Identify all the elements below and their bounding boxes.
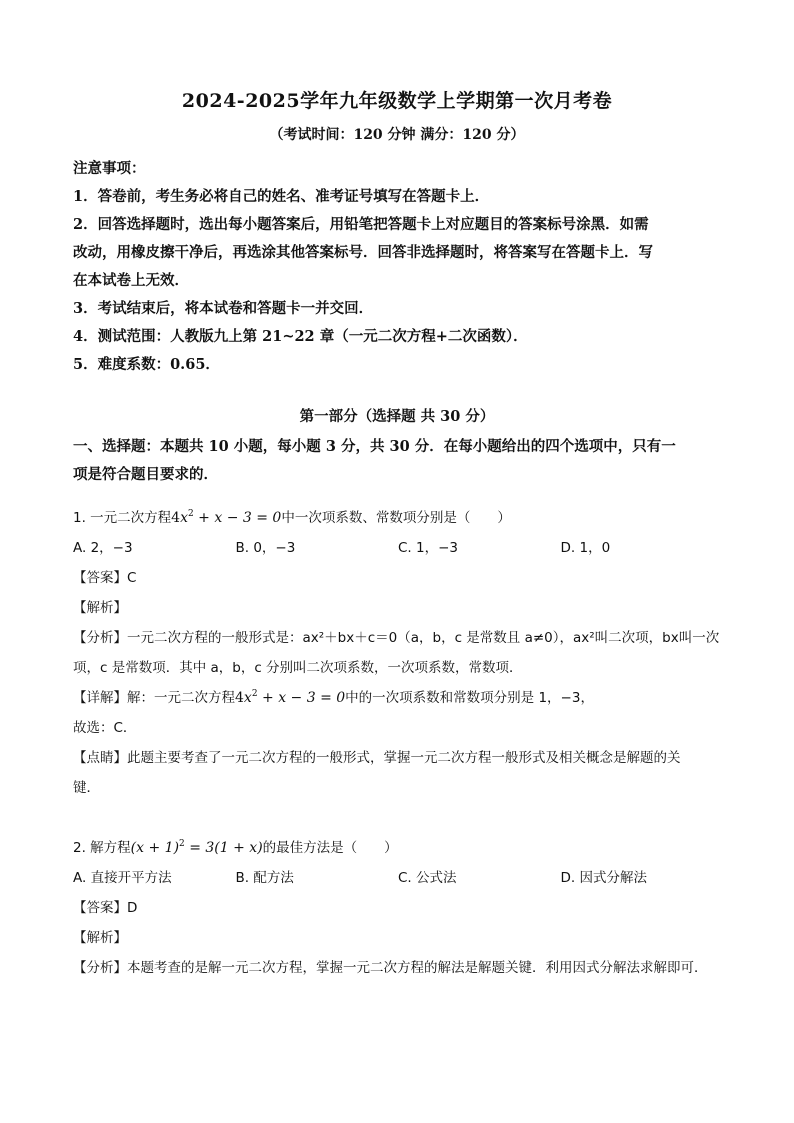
q1-fenxi-line-2: 项，c 是常数项．其中 a，b，c 分别叫二次项系数，一次项系数，常数项．	[73, 660, 523, 676]
q1-fenxi-line-1: 【分析】一元二次方程的一般形式是：ax²＋bx＋c＝0（a，b，c 是常数且 a≠0），ax²叫二次项，bx叫一次	[73, 630, 720, 646]
notice-item-5: 5．难度系数：0.65．	[73, 356, 220, 373]
notice-item-1: 1．答卷前，考生务必将自己的姓名、准考证号填写在答题卡上．	[73, 188, 490, 205]
q1-dianjing-line-2: 键．	[73, 780, 100, 796]
part1-instr-line-2: 项是符合题目要求的．	[73, 466, 218, 483]
question-1	[73, 503, 723, 803]
part1-instructions	[73, 433, 723, 489]
notice-item-2-line-1: 2．回答选择题时，选出每小题答案后，用铅笔把答题卡上对应题目的答案标号涂黑．如需	[73, 216, 649, 233]
exam-title: 2024-2025学年九年级数学上学期第一次月考卷	[181, 90, 613, 112]
notice-item-2-line-2: 改动，用橡皮擦干净后，再选涂其他答案标号．回答非选择题时，将答案写在答题卡上．写	[73, 244, 653, 261]
q1-option-b: B. 0，−3	[235, 540, 296, 556]
exam-subtitle: （考试时间：120 分钟 满分：120 分）	[269, 127, 525, 143]
q2-analysis-tag: 【解析】	[73, 930, 127, 946]
q2-stem: 2. 解方程$(x + 1)^2 = 3(1 + x)$的最佳方法是（ ）	[73, 839, 398, 856]
q1-analysis-tag: 【解析】	[73, 600, 127, 616]
q1-options	[73, 533, 723, 563]
q1-xiangjie: 【详解】解：一元二次方程$4x^2 + x - 3 = 0$中的一次项系数和常数项分别是 1，−3，	[73, 689, 594, 706]
q2-answer: 【答案】D	[73, 900, 138, 916]
notice-item-4: 4．测试范围：人教版九上第 21~22 章（一元二次方程+二次函数）．	[73, 328, 528, 345]
q1-stem	[73, 503, 723, 533]
q1-option-d: D. 1，0	[560, 540, 611, 556]
part1-title: 第一部分（选择题 共 30 分）	[299, 408, 495, 425]
q2-equation: $(x + 1)^2 = 3(1 + x)$	[130, 839, 263, 856]
notice-heading: 注意事项：	[73, 160, 146, 177]
q2-option-b: B. 配方法	[235, 870, 294, 886]
q1-option-c: C. 1，−3	[398, 540, 458, 556]
notice-item-3: 3．考试结束后，将本试卷和答题卡一并交回．	[73, 300, 374, 317]
q1-equation: $4x^2 + x - 3 = 0$	[171, 509, 282, 526]
q2-options	[73, 863, 723, 893]
q2-option-d: D. 因式分解法	[560, 870, 647, 886]
q1-stem-post: 中一次项系数、常数项分别是（ ）	[281, 510, 511, 526]
q1-dianjing-line-1: 【点睛】此题主要考查了一元二次方程的一般形式，掌握一元二次方程一般形式及相关概念是解题的关	[73, 750, 681, 766]
q2-option-a: A. 直接开平方法	[73, 870, 172, 886]
q1-option-a: A. 2，−3	[73, 540, 133, 556]
notice-item-2-line-3: 在本试卷上无效．	[73, 272, 189, 289]
q1-answer: 【答案】C	[73, 570, 137, 586]
q1-stem-pre: 1. 一元二次方程	[73, 510, 172, 526]
question-2	[73, 833, 723, 983]
q1-guxuan: 故选：C．	[73, 720, 137, 736]
q2-fenxi-line-1: 【分析】本题考查的是解一元二次方程，掌握一元二次方程的解法是解题关键．利用因式分解法求解即可．	[73, 960, 708, 976]
notice-section	[73, 155, 723, 379]
q2-option-c: C. 公式法	[398, 870, 457, 886]
part1-instr-line-1: 一、选择题：本题共 10 小题，每小题 3 分，共 30 分．在每小题给出的四个选项中，只有一	[73, 438, 676, 455]
